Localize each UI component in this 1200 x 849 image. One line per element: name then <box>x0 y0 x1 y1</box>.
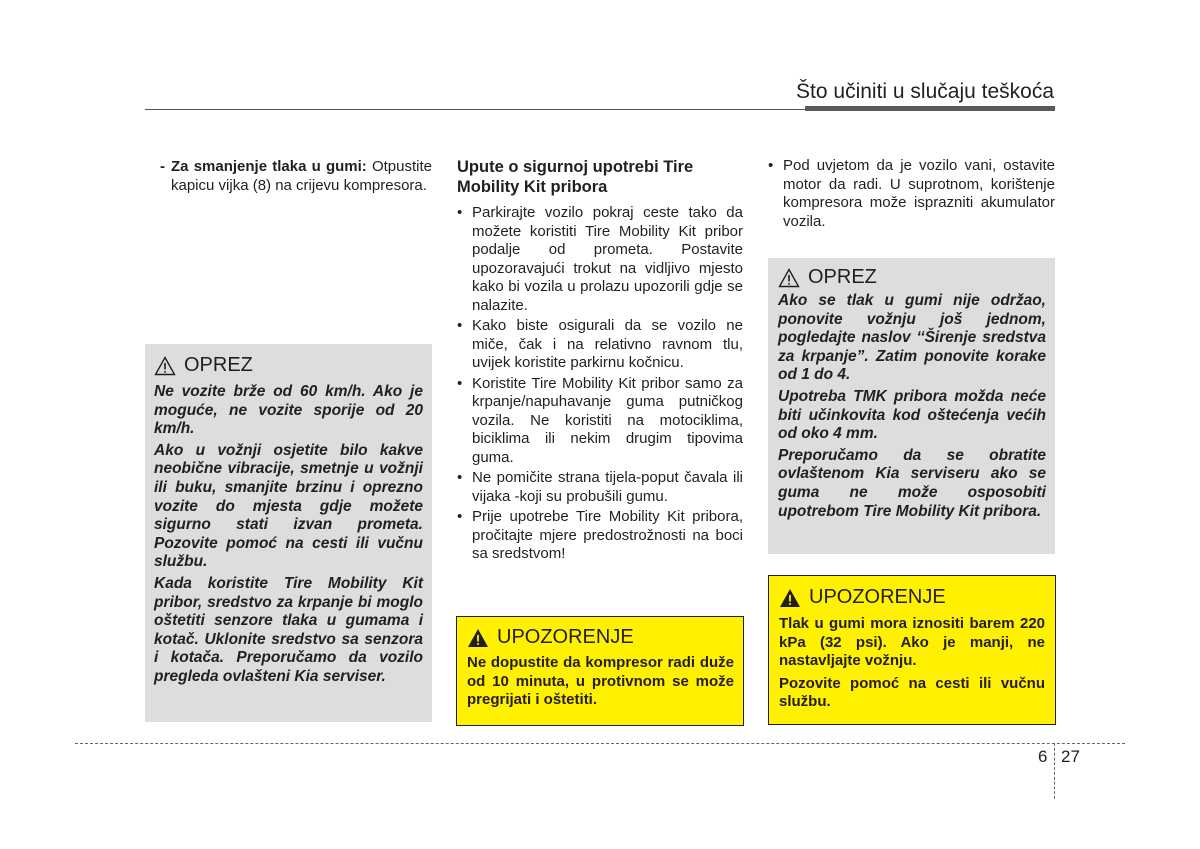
caution-title-text: OPREZ <box>184 354 253 376</box>
step-title: Za smanjenje tlaka u gumi: <box>171 158 367 175</box>
footer-rule <box>75 743 1125 744</box>
warning-text: Pozovite pomoć na cesti ili vučnu službu. <box>779 674 1045 710</box>
caution-paragraph: Upotreba TMK pribora možda neće biti učinkovita kod oštećenja većih od oko 4 mm. <box>778 387 1046 443</box>
list-item-text: Koristite Tire Mobility Kit pribor samo za krpanje/napuhavanje guma putničkog vozila. Ne koristiti na motociklima, biciklima ili nekim drugim tipovima guma. <box>472 374 743 466</box>
inflation-step-item <box>160 158 432 195</box>
list-item-text: Parkirajte vozilo pokraj ceste tako da možete koristiti Tire Mobility Kit pribor podalje od prometa. Postavite upozoravajući trokut na vidljivo mjesto kako bi vozila u prolazu upozorili gdje se nalazite. <box>472 204 743 314</box>
list-item <box>457 317 743 373</box>
safety-bullet-list <box>457 204 743 566</box>
section-number: 6 <box>1038 747 1048 766</box>
bullet-marker: • <box>457 469 463 486</box>
dash-marker: - <box>160 158 165 175</box>
footer-divider <box>1054 743 1055 799</box>
caution-paragraph: Ako u vožnji osjetite bilo kakve neobične vibracije, smetnje u vožnji ili buku, smanjite brzinu i oprezno vozite do mjesta gdje možete sigurno stati izvan prometa. Pozovite pomoć na cesti ili vučnu službu. <box>154 441 423 571</box>
caution-title-text: OPREZ <box>808 266 877 288</box>
caution-title <box>778 266 1046 289</box>
bullet-marker: • <box>768 157 774 174</box>
warning-box-pressure <box>768 575 1056 725</box>
warning-box-compressor <box>456 616 744 726</box>
warning-triangle-icon <box>467 628 489 648</box>
list-item-text: Ne pomičite strana tijela-poput čavala ili vijaka -koji su probušili gumu. <box>472 469 743 505</box>
caution-paragraph: Ne vozite brže od 60 km/h. Ako je moguće, ne vozite sporije od 20 km/h. <box>154 383 423 438</box>
caution-triangle-icon <box>778 268 800 288</box>
warning-title-text: UPOZORENJE <box>809 586 946 608</box>
section-heading: Upute o sigurnoj upotrebi Tire Mobility Kit pribora <box>457 158 694 196</box>
engine-bullet-list <box>768 157 1055 233</box>
list-item-text: Pod uvjetom da je vozilo vani, ostavite motor da radi. U suprotnom, korištenje kompresora može isprazniti akumulator vozila. <box>783 157 1055 230</box>
warning-text: Tlak u gumi mora iznositi barem 220 kPa (32 psi). Ako je manji, ne nastavljajte vožnju. <box>779 615 1045 669</box>
list-item <box>457 508 743 564</box>
list-item-text: Prije upotrebe Tire Mobility Kit pribora, pročitajte mjere predostrožnosti na boci sa sredstvom! <box>472 508 743 562</box>
warning-triangle-icon <box>779 588 801 608</box>
caution-triangle-icon <box>154 356 176 376</box>
caution-box-speed <box>145 344 432 722</box>
list-item <box>768 157 1055 231</box>
list-item <box>457 204 743 315</box>
caution-paragraph: Preporučamo da se obratite ovlaštenom Kia serviseru ako se guma ne može osposobiti upotrebom Tire Mobility Kit pribora. <box>778 446 1046 520</box>
list-item <box>457 469 743 506</box>
page-number: 27 <box>1061 747 1080 766</box>
bullet-marker: • <box>457 204 463 221</box>
caution-title <box>154 354 423 377</box>
warning-title-text: UPOZORENJE <box>497 626 634 648</box>
warning-title <box>779 586 1045 609</box>
caution-box-pressure <box>768 258 1055 554</box>
list-item-text: Kako biste osigurali da se vozilo ne miče, čak i na relativno ravnom tlu, uvijek koristite parkirnu kočnicu. <box>472 317 743 371</box>
list-item <box>457 375 743 468</box>
bullet-marker: • <box>457 374 463 392</box>
caution-paragraph: Kada koristite Tire Mobility Kit pribor, sredstvo za krpanje bi moglo oštetiti senzore tlaka u gumama i kotač. Uklonite sredstvo sa senzora i kotača. Preporučamo da vozilo pregleda ovlašteni Kia serviser. <box>154 574 423 685</box>
step-text: Otpustite kapicu vijka (8) na crijevu kompresora. <box>171 158 432 194</box>
caution-paragraph: Ako se tlak u gumi nije održao, ponovite vožnju još jednom, pogledajte naslov ‘‘Širenje sredstva za krpanje”. Zatim ponovite korake od 1 do 4. <box>778 292 1046 384</box>
bullet-marker: • <box>457 317 463 334</box>
header-rule-accent <box>805 106 1055 111</box>
bullet-marker: • <box>457 508 463 525</box>
warning-text: Ne dopustite da kompresor radi duže od 10 minuta, u protivnom se može pregrijati i oštetiti. <box>467 654 734 708</box>
warning-title <box>467 626 734 649</box>
page-header-title: Što učiniti u slučaju teškoća <box>796 80 1054 103</box>
